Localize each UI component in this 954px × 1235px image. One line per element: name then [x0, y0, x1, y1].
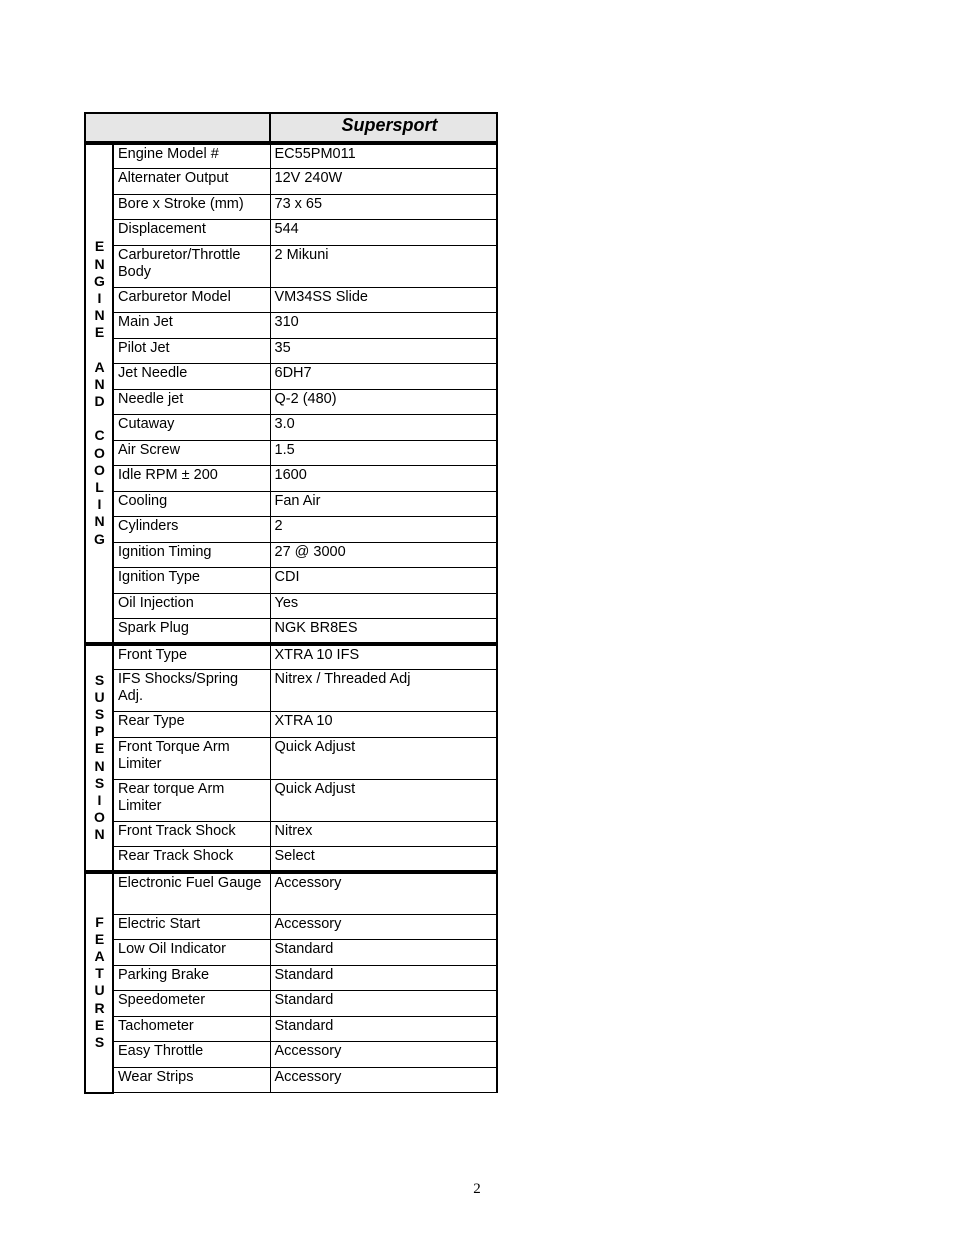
table-row	[85, 1042, 497, 1068]
table-row	[85, 1067, 497, 1093]
table-row	[85, 440, 497, 466]
section-letter: N	[94, 513, 105, 530]
section-letter	[93, 410, 107, 427]
spec-label: Tachometer	[113, 1016, 270, 1042]
spec-label: Front Torque Arm Limiter	[113, 737, 270, 779]
spec-label: Displacement	[113, 220, 270, 246]
spec-label: Idle RPM ± 200	[113, 466, 270, 492]
spec-label: Front Type	[113, 644, 270, 670]
section-letter: P	[94, 723, 105, 740]
section-letter: E	[94, 930, 105, 947]
spec-label: Needle jet	[113, 389, 270, 415]
table-row	[85, 169, 497, 195]
section-letter: I	[97, 289, 102, 306]
section-letter: G	[94, 272, 105, 289]
spec-value: NGK BR8ES	[270, 619, 497, 645]
spec-value: Quick Adjust	[270, 779, 497, 821]
table-row	[85, 517, 497, 543]
table-row	[85, 194, 497, 220]
table-row	[85, 940, 497, 966]
table-row	[85, 568, 497, 594]
section-letter: I	[97, 791, 102, 808]
spec-label: Cooling	[113, 491, 270, 517]
spec-label: IFS Shocks/Spring Adj.	[113, 670, 270, 712]
section-letter: A	[94, 358, 105, 375]
spec-label: Rear Type	[113, 712, 270, 738]
spec-label: Low Oil Indicator	[113, 940, 270, 966]
section-letter: T	[95, 965, 104, 982]
section-suspension	[85, 644, 497, 872]
spec-value: 27 @ 3000	[270, 542, 497, 568]
section-vertical-label	[85, 644, 113, 872]
table-row	[85, 619, 497, 645]
spec-value: Standard	[270, 991, 497, 1017]
spec-value: XTRA 10 IFS	[270, 644, 497, 670]
spec-value: EC55PM011	[270, 143, 497, 169]
section-letters	[93, 914, 107, 1052]
spec-value: 2 Mikuni	[270, 245, 497, 287]
spec-label: Rear Track Shock	[113, 847, 270, 873]
section-letter: E	[94, 324, 105, 341]
table-row	[85, 313, 497, 339]
section-letter: O	[94, 461, 105, 478]
section-letter	[93, 342, 107, 359]
section-letter: E	[94, 740, 105, 757]
table-row	[85, 491, 497, 517]
table-row	[85, 965, 497, 991]
table-row	[85, 737, 497, 779]
spec-label: Cutaway	[113, 415, 270, 441]
table-row	[85, 287, 497, 313]
spec-value: 3.0	[270, 415, 497, 441]
section-features	[85, 872, 497, 1093]
section-letter: U	[94, 982, 105, 999]
model-header: Supersport	[270, 113, 497, 143]
section-letter: L	[95, 479, 104, 496]
section-letter: A	[94, 947, 105, 964]
spec-value: Standard	[270, 1016, 497, 1042]
spec-label: Oil Injection	[113, 593, 270, 619]
spec-value: Select	[270, 847, 497, 873]
spec-label: Alternater Output	[113, 169, 270, 195]
spec-value: Accessory	[270, 872, 497, 914]
section-letter: F	[95, 913, 104, 930]
table-row	[85, 779, 497, 821]
spec-value: 6DH7	[270, 364, 497, 390]
section-letter: O	[94, 444, 105, 461]
table-row	[85, 712, 497, 738]
spec-value: Accessory	[270, 1067, 497, 1093]
spec-value: 35	[270, 338, 497, 364]
spec-label: Ignition Timing	[113, 542, 270, 568]
section-letter: D	[94, 393, 105, 410]
spec-value: Accessory	[270, 1042, 497, 1068]
section-engine-and-cooling	[85, 143, 497, 644]
spec-label: Electric Start	[113, 914, 270, 940]
spec-label: Rear torque Arm Limiter	[113, 779, 270, 821]
spec-label: Carburetor/Throttle Body	[113, 245, 270, 287]
table-row	[85, 542, 497, 568]
section-letter: N	[94, 307, 105, 324]
section-letter: N	[94, 375, 105, 392]
spec-label: Speedometer	[113, 991, 270, 1017]
spec-label: Ignition Type	[113, 568, 270, 594]
spec-label: Electronic Fuel Gauge	[113, 872, 270, 914]
section-letter: S	[94, 1033, 105, 1050]
page-number: 2	[473, 1181, 481, 1197]
section-letter: S	[94, 774, 105, 791]
table-row	[85, 1016, 497, 1042]
spec-value: 2	[270, 517, 497, 543]
table-row	[85, 593, 497, 619]
section-letter: N	[94, 826, 105, 843]
section-letter: U	[94, 688, 105, 705]
spec-value: Fan Air	[270, 491, 497, 517]
table-row	[85, 364, 497, 390]
table-row	[85, 821, 497, 847]
spec-label: Front Track Shock	[113, 821, 270, 847]
table-row	[85, 847, 497, 873]
table-row	[85, 389, 497, 415]
section-letter: S	[94, 671, 105, 688]
spec-value: Yes	[270, 593, 497, 619]
section-letter: C	[94, 427, 105, 444]
spec-label: Air Screw	[113, 440, 270, 466]
table-row	[85, 991, 497, 1017]
table-row	[85, 644, 497, 670]
section-letters	[93, 672, 107, 844]
table-row	[85, 872, 497, 914]
spec-value: VM34SS Slide	[270, 287, 497, 313]
section-letter: R	[94, 999, 105, 1016]
section-letter: N	[94, 757, 105, 774]
section-letter: S	[94, 706, 105, 723]
section-vertical-label	[85, 143, 113, 644]
section-letters	[93, 238, 107, 547]
spec-value: Accessory	[270, 914, 497, 940]
spec-label: Wear Strips	[113, 1067, 270, 1093]
section-vertical-label	[85, 872, 113, 1093]
section-letter: I	[97, 496, 102, 513]
spec-value: 1.5	[270, 440, 497, 466]
table-row	[85, 670, 497, 712]
header-blank-cell	[85, 113, 270, 143]
section-letter: N	[94, 255, 105, 272]
spec-label: Parking Brake	[113, 965, 270, 991]
spec-label: Spark Plug	[113, 619, 270, 645]
spec-value: 12V 240W	[270, 169, 497, 195]
spec-value: Standard	[270, 940, 497, 966]
section-letter: G	[94, 530, 105, 547]
table-row	[85, 143, 497, 169]
spec-label: Easy Throttle	[113, 1042, 270, 1068]
spec-value: Nitrex	[270, 821, 497, 847]
table-row	[85, 220, 497, 246]
spec-value: 73 x 65	[270, 194, 497, 220]
section-letter: O	[94, 809, 105, 826]
spec-label: Bore x Stroke (mm)	[113, 194, 270, 220]
spec-value: 544	[270, 220, 497, 246]
spec-label: Cylinders	[113, 517, 270, 543]
spec-value: XTRA 10	[270, 712, 497, 738]
spec-value: 310	[270, 313, 497, 339]
spec-label: Pilot Jet	[113, 338, 270, 364]
spec-label: Carburetor Model	[113, 287, 270, 313]
table-row	[85, 245, 497, 287]
spec-label: Main Jet	[113, 313, 270, 339]
spec-label: Jet Needle	[113, 364, 270, 390]
spec-label: Engine Model #	[113, 143, 270, 169]
table-row	[85, 466, 497, 492]
spec-value: Nitrex / Threaded Adj	[270, 670, 497, 712]
spec-value: Q-2 (480)	[270, 389, 497, 415]
table-row	[85, 338, 497, 364]
section-letter: E	[94, 1016, 105, 1033]
spec-value: CDI	[270, 568, 497, 594]
table-header-row	[85, 113, 497, 143]
table-row	[85, 914, 497, 940]
table-row	[85, 415, 497, 441]
spec-value: Quick Adjust	[270, 737, 497, 779]
spec-value: 1600	[270, 466, 497, 492]
spec-table	[84, 112, 498, 1094]
spec-value: Standard	[270, 965, 497, 991]
section-letter: E	[94, 238, 105, 255]
